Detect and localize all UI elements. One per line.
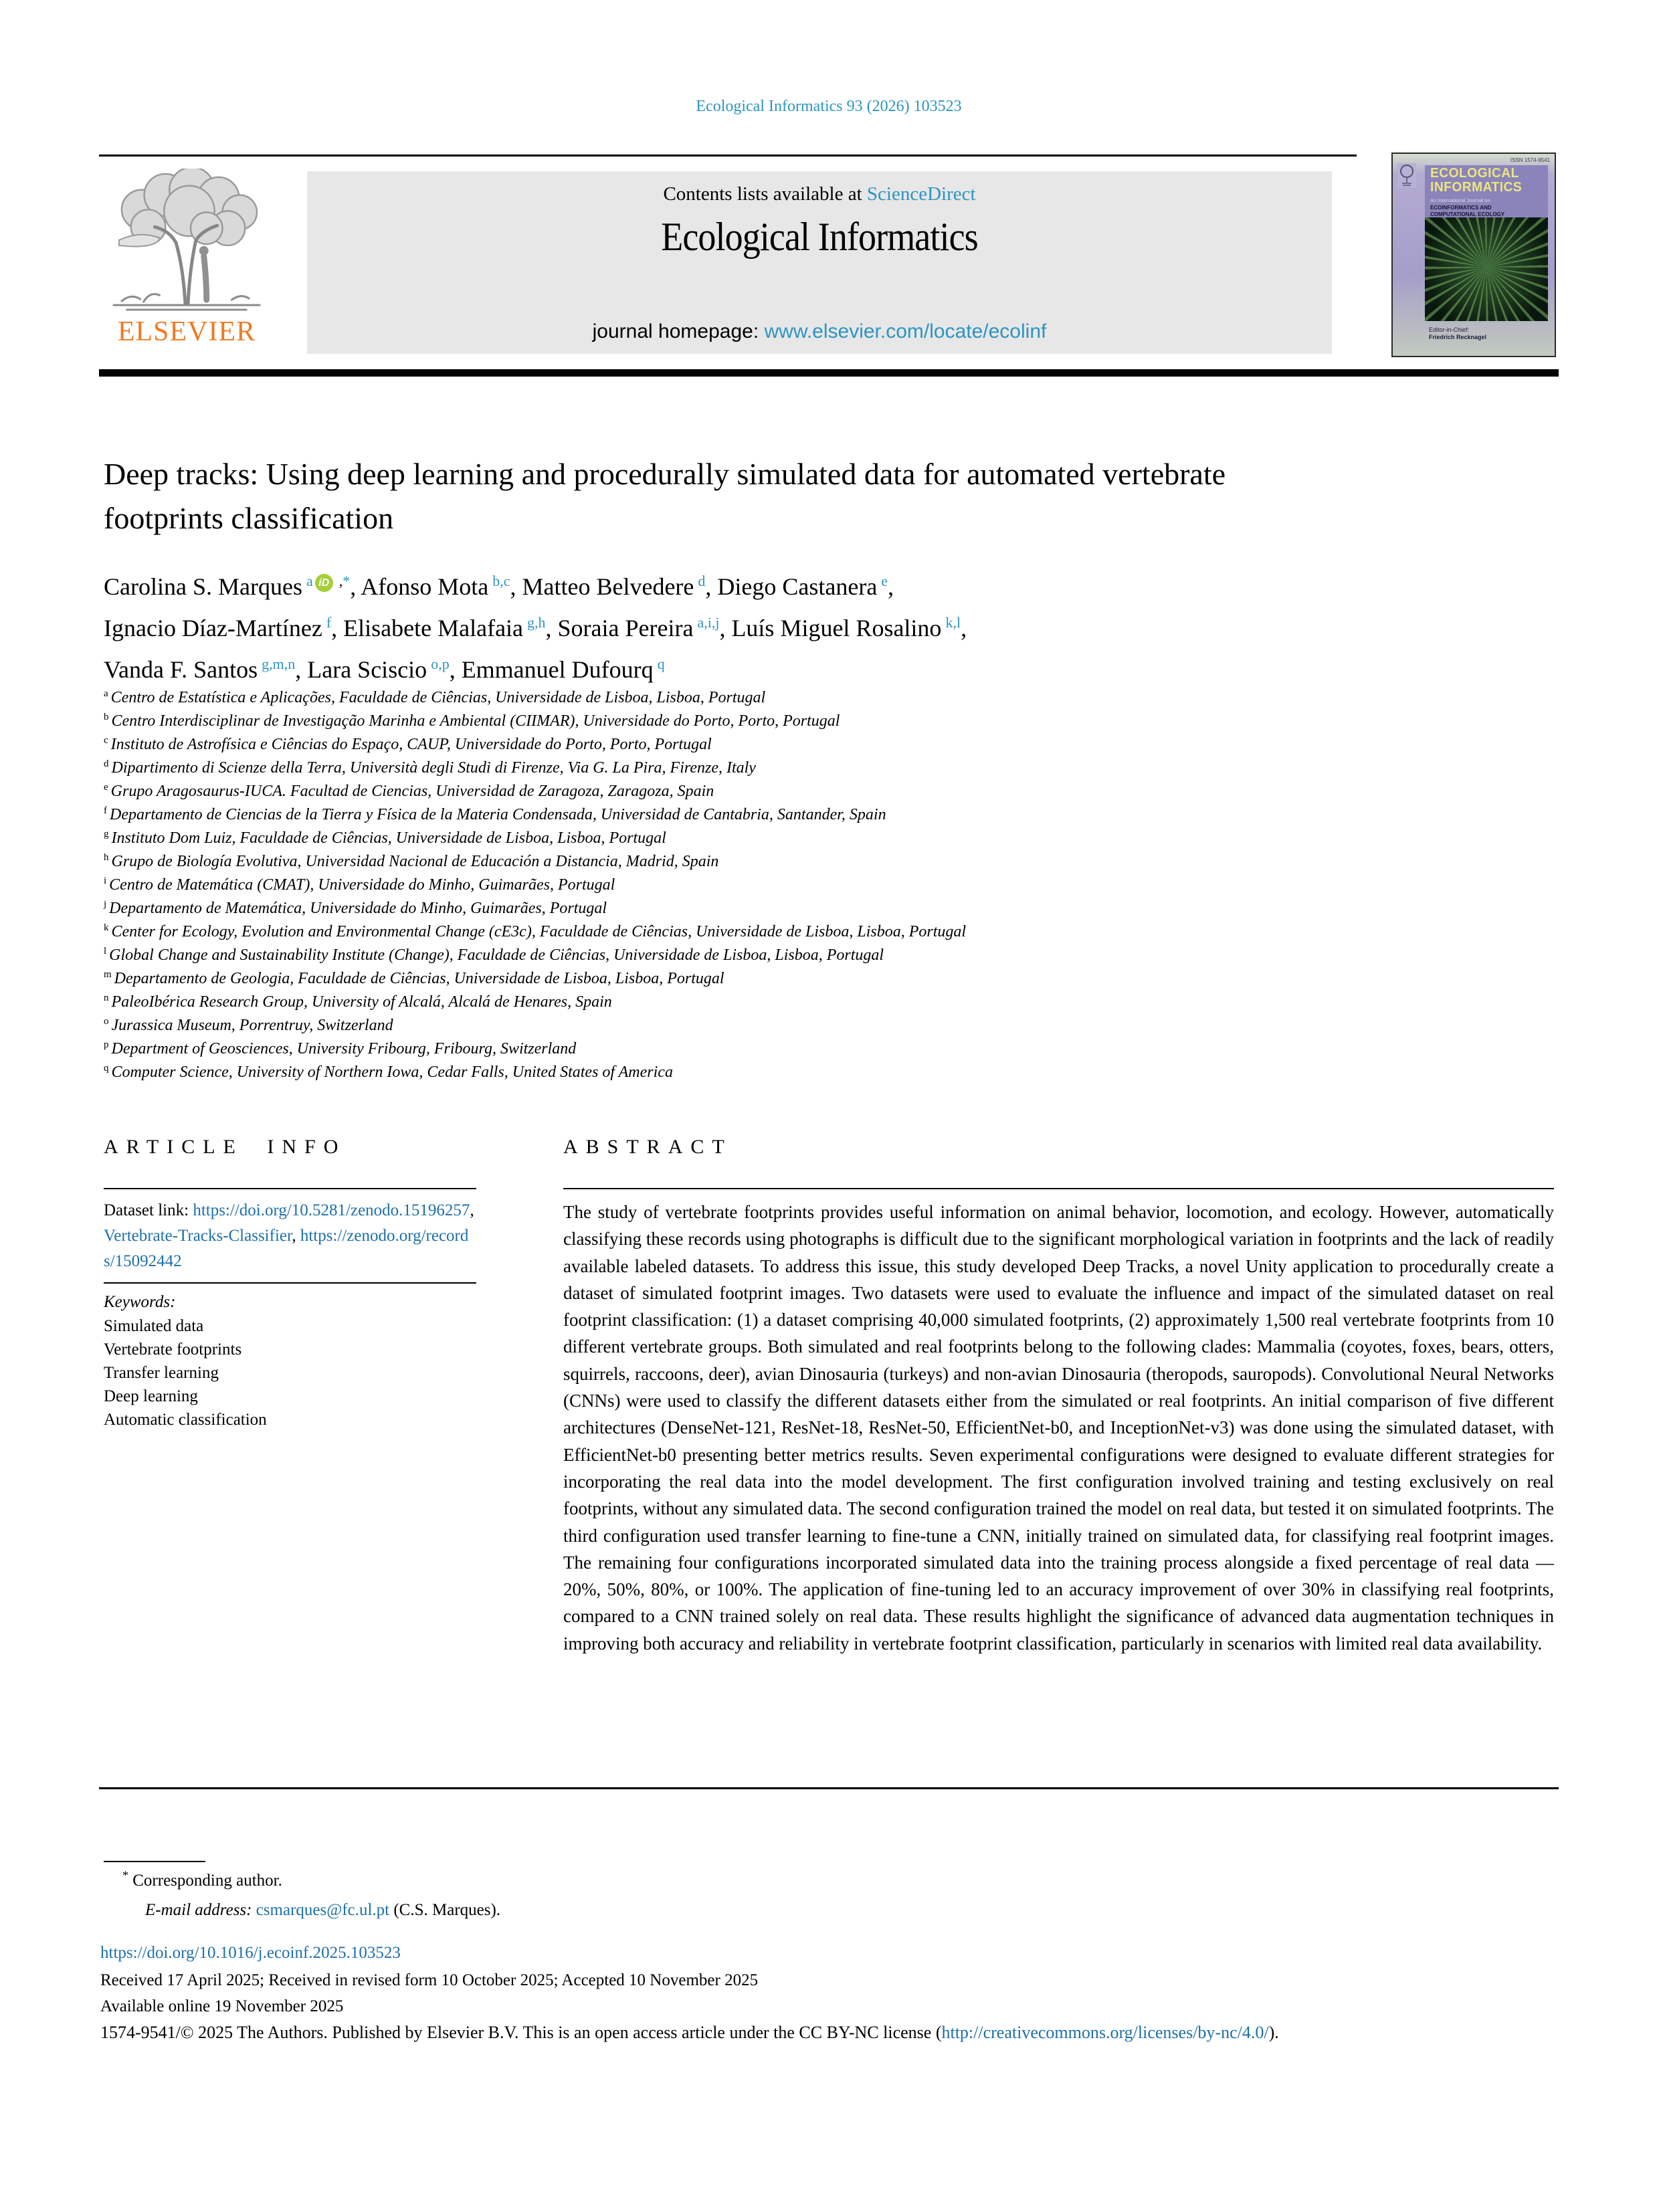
author (104, 615, 343, 641)
author-name: Emmanuel Dufourq (461, 656, 654, 683)
cover-title (1430, 167, 1543, 195)
email-line (145, 1901, 500, 1920)
dataset-zenodo-link[interactable]: https://zenodo.org/records/15092442 (104, 1227, 469, 1270)
cover-subtitle: An International Journal on (1430, 197, 1490, 203)
authors-line-1 (104, 566, 1575, 607)
author-superscript: a (306, 573, 313, 589)
keyword-item: Transfer learning (104, 1364, 219, 1382)
affiliation-superscript: g (104, 829, 109, 839)
email-label: E-mail address: (145, 1901, 252, 1919)
affiliation-superscript: a (104, 688, 108, 699)
author-separator: , (961, 615, 967, 641)
affiliation-superscript: n (104, 993, 109, 1003)
affiliation-text: Jurassica Museum, Porrentruy, Switzerland (111, 1017, 393, 1034)
keywords-list (104, 1314, 476, 1431)
divider (563, 1188, 1554, 1189)
affiliation-text: Centro de Estatística e Aplicações, Faculdade de Ciências, Universidade de Lisboa, Lisboa, Portugal (110, 689, 766, 706)
footnote-star: * (122, 1868, 128, 1882)
affiliation-superscript: m (104, 969, 112, 980)
affiliation-item (104, 944, 1415, 967)
elsevier-logo[interactable] (107, 169, 266, 348)
cover-title-panel (1425, 165, 1548, 217)
affiliation-superscript: f (104, 805, 107, 816)
author-name: Soraia Pereira (557, 615, 694, 641)
author-separator: , (350, 573, 361, 600)
affiliation-item (104, 780, 1415, 803)
author-separator: , (545, 615, 558, 641)
cover-subtitle-bold2: COMPUTATIONAL ECOLOGY (1430, 211, 1505, 217)
author-name: Lara Sciscio (307, 656, 427, 683)
keywords-label: Keywords: (104, 1293, 176, 1311)
homepage-link[interactable]: www.elsevier.com/locate/ecolinf (764, 320, 1047, 342)
journal-citation (99, 98, 1559, 116)
author-superscript: a,i,j (697, 614, 720, 631)
affiliation-item (104, 897, 1415, 920)
abstract-text: The study of vertebrate footprints provides useful information on animal behavior, locomotion, and ecology. However, automatically classifying these records using photographs is difficult due to the significant morphological variation in footprints and the lack of readily available labeled datasets. To address this issue, this study developed Deep Tracks, a novel Unity application to procedurally create a dataset of simulated footprint images. Two datasets were used to evaluate the influence and impact of the simulated dataset on real footprint classification: (1) a dataset comprising 40,000 simulated footprints, (2) approximately 1,500 real vertebrate footprints from 10 different vertebrate groups. Both simulated and real footprints belong to the following clades: Mammalia (coyotes, foxes, bears, otters, squirrels, raccoons, deer), avian Dinosauria (turkeys) and non-avian Dinosauria (theropods, sauropods). Convolutional Neural Networks (CNNs) were used to classify the different datasets either from the simulated or real footprints. An initial comparison of five different architectures (DenseNet-121, ResNet-18, ResNet-50, EfficientNet-b0, and InceptionNet-v3) was done using the simulated dataset, with EfficientNet-b0 presenting better metrics results. Seven experimental configurations were designed to evaluate different strategies for incorporating the real data into the model development. The first configuration involved training and testing exclusively on real footprints, without any simulated data. The second configuration trained the model on real data, but tested it on simulated footprints. The third configuration used transfer learning to fine-tune a CNN, initially trained on simulated data, for classifying real footprint images. The remaining four configurations incorporated simulated data into the training process alongside a fixed percentage of real data — 20%, 50%, 80%, or 100%. The application of fine-tuning led to an accuracy improvement of over 30% in classifying real footprints, compared to a CNN trained solely on real data. These results highlight the significance of advanced data augmentation techniques in improving both accuracy and reliability in vertebrate footprint classification, particularly in scenarios with limited real data availability. (563, 1202, 1554, 1653)
author (462, 656, 665, 683)
abstract-heading: ABSTRACT (563, 1136, 733, 1158)
affiliation-item (104, 991, 1415, 1014)
cover-title-line2: INFORMATICS (1430, 180, 1523, 195)
affiliation-superscript: p (104, 1039, 109, 1050)
affiliation-item (104, 827, 1415, 850)
affiliation-text: Computer Science, University of Northern Iowa, Cedar Falls, United States of America (111, 1064, 673, 1081)
author-name: Afonso Mota (361, 573, 489, 600)
email-link[interactable]: csmarques@fc.ul.pt (256, 1901, 390, 1919)
available-online: Available online 19 November 2025 (100, 1997, 344, 2015)
cover-subtitle-bold1: ECOINFORMATICS AND (1430, 205, 1492, 211)
affiliation-text: Dipartimento di Scienze della Terra, Università degli Studi di Firenze, Via G. La Pira, Firenze, Italy (111, 759, 756, 777)
author (717, 573, 894, 600)
affiliation-text: Centro de Matemática (CMAT), Universidade do Minho, Guimarães, Portugal (109, 876, 615, 894)
journal-citation-link[interactable]: Ecological Informatics 93 (2026) 103523 (696, 98, 962, 115)
corresponding-author-star (339, 573, 351, 589)
doi-link[interactable]: https://doi.org/10.1016/j.ecoinf.2025.103523 (100, 1944, 401, 1962)
authors-line-2 (104, 607, 1575, 649)
keyword-item: Simulated data (104, 1317, 204, 1335)
affiliation-superscript: c (104, 735, 108, 746)
author-name: Matteo Belvedere (522, 573, 694, 600)
affiliation-item (104, 967, 1415, 991)
affiliation-text: Centro Interdisciplinar de Investigação Marinha e Ambiental (CIIMAR), Universidade do Porto, Porto, Portugal (111, 712, 840, 730)
affiliation-superscript: q (104, 1063, 109, 1074)
journal-title: Ecological Informatics (661, 215, 978, 259)
copyright-line (100, 2020, 1560, 2045)
author-separator: , (510, 573, 522, 600)
author-superscript: b,c (492, 573, 510, 589)
author-superscript: q (657, 656, 665, 672)
doi-line (100, 1944, 401, 1963)
corresponding-author-text: Corresponding author. (132, 1872, 282, 1890)
author (522, 573, 718, 600)
copyright-suffix: ). (1268, 2023, 1279, 2042)
cover-artwork (1425, 217, 1548, 321)
author (731, 615, 967, 641)
affiliation-text: Department of Geosciences, University Fribourg, Fribourg, Switzerland (111, 1040, 577, 1058)
author (307, 656, 461, 683)
affiliation-superscript: j (104, 899, 107, 910)
author (104, 656, 307, 683)
affiliation-text: Grupo de Biología Evolutiva, Universidad Nacional de Educación a Distancia, Madrid, Spain (111, 853, 719, 870)
header-thick-bar (99, 369, 1559, 377)
dataset-label: Dataset link: (104, 1201, 189, 1219)
dataset-classifier-link[interactable]: Vertebrate-Tracks-Classifier (104, 1227, 292, 1245)
author-superscript: e (881, 573, 888, 589)
author-superscript: g,h (527, 614, 546, 631)
author-name: Carolina S. Marques (104, 573, 302, 600)
homepage-prefix: journal homepage: (592, 320, 759, 342)
author-separator: , (705, 573, 718, 600)
author-name: Elisabete Malafaia (343, 615, 524, 641)
affiliation-text: Instituto de Astrofísica e Ciências do Espaço, CAUP, Universidade do Porto, Porto, Portugal (110, 736, 712, 753)
keyword-item: Deep learning (104, 1387, 198, 1405)
divider (104, 1282, 476, 1284)
contents-line (307, 183, 1332, 205)
affiliation-text: Departamento de Ciencias de la Tierra y Física de la Materia Condensada, Universidad de Cantabria, Santander, Spain (110, 806, 886, 823)
authors-line-3 (104, 649, 1575, 690)
keyword-item: Automatic classification (104, 1411, 267, 1429)
author (104, 573, 361, 600)
affiliation-text: Departamento de Matemática, Universidade do Minho, Guimarães, Portugal (109, 900, 607, 917)
affiliation-superscript: o (104, 1016, 109, 1027)
cover-subtitle-bold (1430, 205, 1548, 218)
journal-header-box (307, 171, 1332, 354)
affiliation-superscript: b (104, 712, 109, 722)
license-link[interactable]: http://creativecommons.org/licenses/by-nc/4.0/ (941, 2023, 1269, 2042)
affiliation-text: Departamento de Geologia, Faculdade de Ciências, Universidade de Lisboa, Lisboa, Portugal (114, 970, 724, 987)
homepage-line (307, 320, 1332, 343)
affiliation-superscript: i (104, 876, 107, 886)
abstract-column (563, 1136, 1554, 1657)
affiliation-text: Grupo Aragosaurus-IUCA. Facultad de Ciencias, Universidad de Zaragoza, Zaragoza, Spain (110, 783, 714, 800)
affiliation-item (104, 1014, 1415, 1037)
article-info-heading: ARTICLE INFO (104, 1136, 347, 1158)
affiliations-list (104, 686, 1415, 1084)
author-superscript: k,l (945, 614, 961, 631)
dataset-doi-link[interactable]: https://doi.org/10.5281/zenodo.15196257 (193, 1201, 470, 1219)
affiliation-text: PaleoIbérica Research Group, University of Alcalá, Alcalá de Henares, Spain (111, 993, 612, 1011)
author-superscript: g,m,n (262, 656, 296, 672)
affiliation-item (104, 733, 1415, 757)
footnote-rule (104, 1861, 205, 1862)
keyword-item: Vertebrate footprints (104, 1340, 242, 1359)
copyright-text: 1574-9541/© 2025 The Authors. Published by Elsevier B.V. This is an open access article under the CC BY-NC license ( (100, 2023, 942, 2042)
author (343, 615, 557, 641)
author-name: Diego Castanera (717, 573, 878, 600)
author-separator: , (888, 573, 894, 600)
elsevier-tree-icon (107, 169, 266, 314)
affiliation-superscript: d (104, 759, 109, 769)
affiliation-superscript: l (104, 946, 107, 957)
author (361, 573, 522, 600)
author (558, 615, 732, 641)
author-name: Vanda F. Santos (104, 656, 258, 683)
dataset-separator: , (292, 1227, 300, 1245)
author-superscript: o,p (431, 656, 450, 672)
affiliation-item (104, 920, 1415, 944)
header-top-rule (99, 155, 1357, 157)
orcid-icon[interactable]: iD (315, 574, 333, 592)
affiliation-item (104, 686, 1415, 710)
affiliation-item (104, 874, 1415, 897)
affiliation-text: Center for Ecology, Evolution and Environmental Change (cE3c), Faculdade de Ciências, Universidade de Lisboa, Lisboa, Portugal (111, 923, 967, 940)
dataset-link-paragraph (104, 1198, 476, 1274)
author-superscript: d (698, 573, 706, 589)
cover-elsevier-mark-icon (1397, 163, 1417, 188)
received-dates: Received 17 April 2025; Received in revised form 10 October 2025; Accepted 10 November 2025 (100, 1971, 759, 1989)
affiliation-item (104, 710, 1415, 733)
sciencedirect-link[interactable]: ScienceDirect (866, 183, 976, 205)
author-separator: , (295, 656, 308, 683)
author-separator: , (449, 656, 462, 683)
affiliation-item (104, 1037, 1415, 1061)
authors-block (104, 566, 1575, 690)
article-info-column (104, 1136, 476, 1431)
section-bottom-rule (99, 1787, 1559, 1789)
affiliation-superscript: h (104, 852, 109, 863)
dataset-separator: , (470, 1201, 474, 1219)
affiliation-superscript: k (104, 922, 109, 933)
star-comma: , (338, 573, 343, 589)
cover-editor-name: Friedrich Recknagel (1429, 334, 1487, 340)
affiliation-item (104, 850, 1415, 874)
elsevier-wordmark: ELSEVIER (117, 316, 256, 347)
cover-editor-label: Editor-in-Chief: (1429, 326, 1470, 333)
affiliation-text: Instituto Dom Luiz, Faculdade de Ciências, Universidade de Lisboa, Lisboa, Portugal (111, 829, 666, 847)
affiliation-item (104, 1061, 1415, 1084)
author-superscript: f (326, 614, 332, 631)
cover-editor (1429, 326, 1486, 341)
affiliation-text: Global Change and Sustainability Institute (Change), Faculdade de Ciências, Universidade de Lisboa, Lisboa, Portugal (109, 946, 884, 964)
cover-issn: ISSN 1574-9541 (1510, 157, 1550, 163)
author-separator: , (719, 615, 732, 641)
contents-prefix: Contents lists available at (663, 183, 862, 205)
author-separator: , (331, 615, 344, 641)
article-title: Deep tracks: Using deep learning and procedurally simulated data for automated vertebrate footprints classification (104, 457, 1226, 535)
affiliation-item (104, 757, 1415, 780)
affiliation-superscript: e (104, 782, 108, 793)
cover-title-line1: ECOLOGICAL (1430, 166, 1519, 181)
affiliation-item (104, 803, 1415, 827)
journal-cover-thumbnail[interactable] (1391, 153, 1556, 357)
star-asterisk: * (343, 573, 351, 589)
author-name: Luís Miguel Rosalino (731, 615, 942, 641)
corresponding-author-note (122, 1868, 282, 1890)
author-name: Ignacio Díaz-Martínez (104, 615, 322, 641)
divider (104, 1188, 476, 1189)
email-owner: (C.S. Marques). (393, 1901, 501, 1919)
